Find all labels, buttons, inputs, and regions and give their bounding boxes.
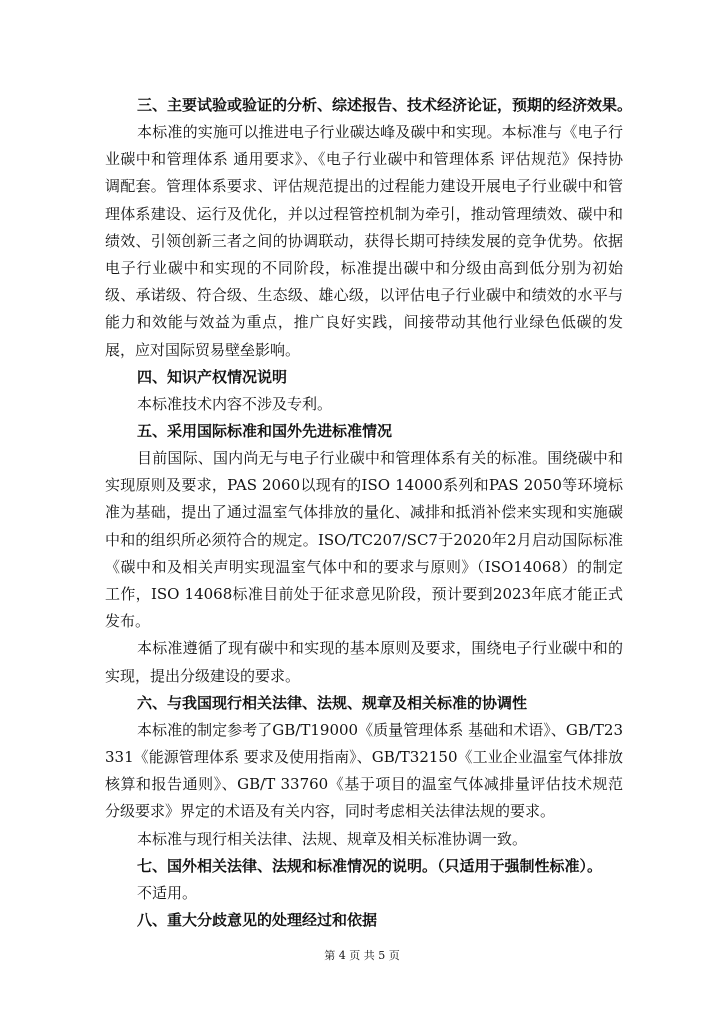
- paragraph-principles: 本标准遵循了现有碳中和实现的基本原则及要求，围绕电子行业碳中和的实现，提出分级建设的要求。: [105, 639, 623, 685]
- paragraph-references: 本标准的制定参考了GB/T19000《质量管理体系 基础和术语》、GB/T23331《能源管理体系 要求及使用指南》、GB/T32150《工业企业温室气体排放核算和报告通则》、GB/T 33760《基于项目的温室气体减排量评估技术规范分级要求》界定的术语及有关内容，同时考虑相关法律法规的要求。: [105, 720, 623, 821]
- document-body: [105, 92, 633, 934]
- paragraph-international-standards: 目前国际、国内尚无与电子行业碳中和管理体系有关的标准。围绕碳中和实现原则及要求，PAS 2060以现有的ISO 14000系列和PAS 2050等环境标准为基础，提出了通过温室气体排放的量化、减排和抵消补偿来实现和实施碳中和的组织所必须符合的规定。ISO/TC207/SC7于2020年2月启动国际标准《碳中和及相关声明实现温室气体中和的要求与原则》（ISO14068）的制定工作，ISO 14068标准目前处于征求意见阶段，预计要到2023年底才能正式发布。: [105, 449, 623, 631]
- section-heading-6: 六、与我国现行相关法律、法规、规章及相关标准的协调性: [137, 693, 528, 712]
- section-heading-3: 三、主要试验或验证的分析、综述报告、技术经济论证，预期的经济效果。: [137, 96, 633, 114]
- paragraph-not-applicable: 不适用。: [137, 883, 198, 902]
- page-number: 第 4 页 共 5 页: [324, 949, 400, 962]
- section-heading-4: 四、知识产权情况说明: [137, 367, 288, 386]
- section-heading-8: 八、重大分歧意见的处理经过和依据: [137, 911, 378, 930]
- paragraph-ip: 本标准技术内容不涉及专利。: [137, 394, 333, 413]
- section-heading-5: 五、采用国际标准和国外先进标准情况: [137, 422, 393, 441]
- paragraph-consistency: 本标准与现行相关法律、法规、规章及相关标准协调一致。: [137, 829, 528, 848]
- section-heading-7: 七、国外相关法律、法规和标准情况的说明。（只适用于强制性标准）。: [137, 856, 603, 875]
- paragraph-economic-effect: 本标准的实施可以推进电子行业碳达峰及碳中和实现。本标准与《电子行业碳中和管理体系 通用要求》、《电子行业碳中和管理体系 评估规范》保持协调配套。管理体系要求、评估规范提出的过程能力建设开展电子行业碳中和管理体系建设、运行及优化，并以过程管控机制为牵引，推动管理绩效、碳中和绩效、引领创新三者之间的协调联动，获得长期可持续发展的竞争优势。依据电子行业碳中和实现的不同阶段，标准提出碳中和分级由高到低分别为初始级、承诺级、符合级、生态级、雄心级，以评估电子行业碳中和绩效的水平与能力和效能与效益为重点，推广良好实践，间接带动其他行业绿色低碳的发展，应对国际贸易壁垒影响。: [105, 123, 623, 359]
